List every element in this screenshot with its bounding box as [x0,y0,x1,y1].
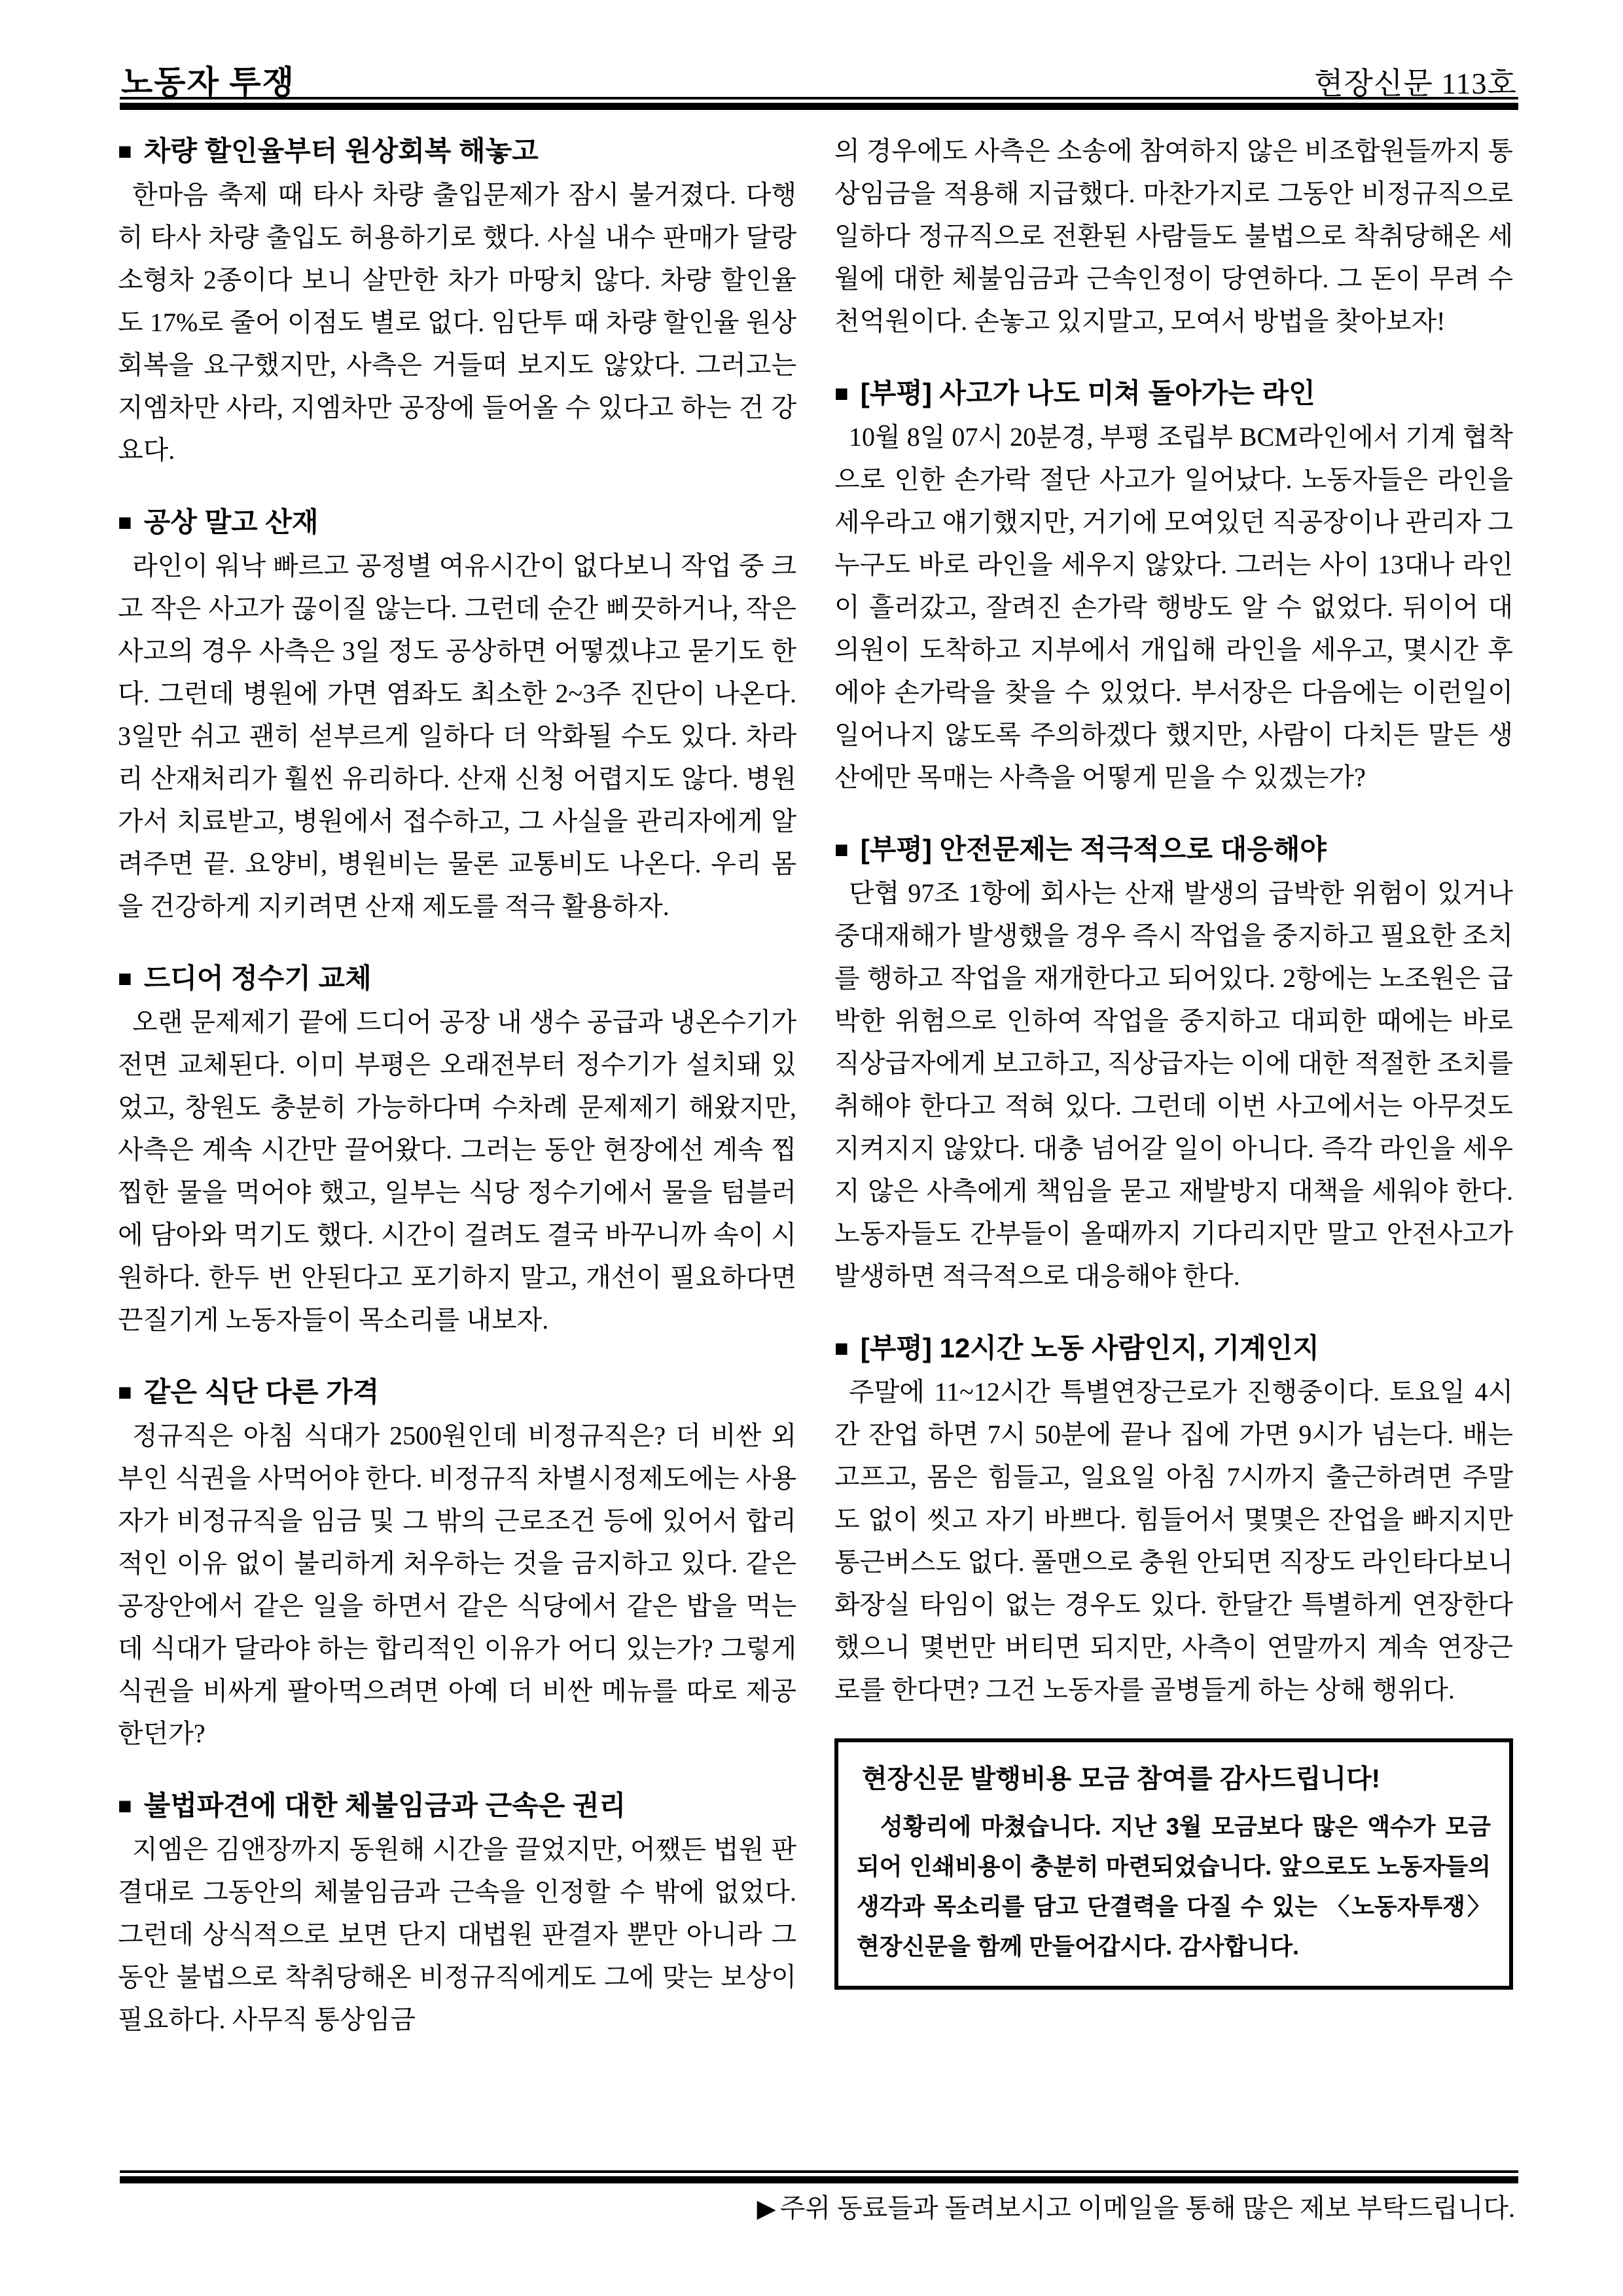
section-bullet-icon: ■ [118,965,132,992]
continued-paragraph: 의 경우에도 사측은 소송에 참여하지 않은 비조합원들까지 통상임금을 적용해 지급했다. 마찬가지로 그동안 비정규직으로 일하다 정규직으로 전환된 사람들도 불법으로 착취당해온 세월에 대한 체불임금과 근속인정이 당연하다. 그 돈이 무려 수천억원이다. 손놓고 있지말고, 모여서 방법을 찾아보자! [834,136,1513,336]
section-heading [834,828,1513,872]
header-rule [120,97,1518,110]
footer-note-label: 주위 동료들과 돌려보시고 이메일을 통해 많은 제보 부탁드립니다. [779,2193,1515,2223]
section-heading [118,1784,796,1828]
article-section [118,501,796,927]
section-body: 오랜 문제제기 끝에 드디어 공장 내 생수 공급과 냉온수기가 전면 교체된다. 이미 부평은 오래전부터 정수기가 설치돼 있었고, 창원도 충분히 가능하다며 수차례 문제제기 해왔지만, 사측은 계속 시간만 끌어왔다. 그러는 동안 현장에선 계속 찝찝한 물을 먹어야 했고, 일부는 식당 정수기에서 물을 텀블러에 담아와 먹기도 했다. 시간이 걸려도 결국 바꾸니까 속이 시원하다. 한두 번 안된다고 포기하지 말고, 개선이 필요하다면 끈질기게 노동자들이 목소리를 내보자. [118,1007,796,1335]
column-left [118,130,796,2041]
section-bullet-icon: ■ [834,1335,849,1361]
section-body: 정규직은 아침 식대가 2500원인데 비정규직은? 더 비싼 외부인 식권을 사먹어야 한다. 비정규직 차별시정제도에는 사용자가 비정규직을 임금 및 그 밖의 근로조건 등에 있어서 합리적인 이유 없이 불리하게 처우하는 것을 금지하고 있다. 같은 공장안에서 같은 일을 하면서 같은 식당에서 같은 밥을 먹는데 식대가 달라야 하는 합리적인 이유가 어디 있는가? 그렇게 식권을 비싸게 팔아먹으려면 아예 더 비싼 메뉴를 따로 제공한던가? [118,1421,796,1748]
section-bullet-icon: ■ [834,380,849,406]
section-heading-label: 불법파견에 대한 체불임금과 근속은 권리 [143,1790,626,1821]
article-section [118,130,796,471]
footer-note [757,2189,1515,2229]
article-section [834,1327,1513,1711]
masthead-title: 노동자 투쟁 [121,64,295,101]
section-heading [118,501,796,545]
section-body: 10월 8일 07시 20분경, 부평 조립부 BCM라인에서 기계 협착으로 인한 손가락 절단 사고가 일어났다. 노동자들은 라인을 세우라고 얘기했지만, 거기에 모여있던 직공장이나 관리자 그 누구도 바로 라인을 세우지 않았다. 그러는 사이 13대나 라인이 흘러갔고, 잘려진 손가락 행방도 알 수 없었다. 뒤이어 대의원이 도착하고 지부에서 개입해 라인을 세우고, 몇시간 후에야 손가락을 찾을 수 있었다. 부서장은 다음에는 이런일이 일어나지 않도록 주의하겠다 했지만, 사람이 다치든 말든 생산에만 목매는 사측을 어떻게 믿을 수 있겠는가? [834,422,1513,792]
article-section [834,828,1513,1297]
section-body: 한마음 축제 때 타사 차량 출입문제가 잠시 불거졌다. 다행히 타사 차량 출입도 허용하기로 했다. 사실 내수 판매가 달랑 소형차 2종이다 보니 살만한 차가 마땅치 않다. 차량 할인율도 17%로 줄어 이점도 별로 없다. 임단투 때 차량 할인율 원상회복을 요구했지만, 사측은 거들떠 보지도 않았다. 그러고는 지엠차만 사라, 지엠차만 공장에 들어올 수 있다고 하는 건 강요다. [118,180,796,465]
section-heading [834,1327,1513,1371]
section-body: 단협 97조 1항에 회사는 산재 발생의 급박한 위험이 있거나 중대재해가 발생했을 경우 즉시 작업을 중지하고 필요한 조치를 행하고 작업을 재개한다고 되어있다. 2항에는 노조원은 급박한 위험으로 인하여 작업을 중지하고 대피한 때에는 바로 직상급자에게 보고하고, 직상급자는 이에 대한 적절한 조치를 취해야 한다고 적혀 있다. 그런데 이번 사고에서는 아무것도 지켜지지 않았다. 대충 넘어갈 일이 아니다. 즉각 라인을 세우지 않은 사측에게 책임을 묻고 재발방지 대책을 세워야 한다. 노동자들도 간부들이 올때까지 기다리지만 말고 안전사고가 발생하면 적극적으로 대응해야 한다. [834,878,1513,1291]
issue-number: 현장신문 113호 [1314,67,1517,100]
section-heading-label: 같은 식단 다른 가격 [143,1376,380,1407]
section-heading [834,372,1513,416]
section-heading [118,957,796,1001]
section-heading-label: 드디어 정수기 교체 [143,963,372,994]
section-body: 주말에 11~12시간 특별연장근로가 진행중이다. 토요일 4시간 잔업 하면 7시 50분에 끝나 집에 가면 9시가 넘는다. 배는 고프고, 몸은 힘들고, 일요일 아침 7시까지 출근하려면 주말도 없이 씻고 자기 바쁘다. 힘들어서 몇몇은 잔업을 빠지지만 통근버스도 없다. 풀맨으로 충원 안되면 직장도 라인타다보니 화장실 타임이 없는 경우도 있다. 한달간 특별하게 연장한다 했으니 몇번만 버티면 되지만, 사측이 연말까지 계속 연장근로를 한다면? 그건 노동자를 골병들게 하는 상해 행위다. [834,1377,1513,1704]
notice-box-body: 성황리에 마쳤습니다. 지난 3월 모금보다 많은 액수가 모금되어 인쇄비용이 충분히 마련되었습니다. 앞으로도 노동자들의 생각과 목소리를 담고 단결력을 다질 수 있는 〈노동자투쟁〉 현장신문을 함께 만들어갑시다. 감사합니다. [857,1813,1491,1960]
section-heading [118,1371,796,1414]
footer-rule [120,2170,1518,2183]
notice-box-title: 현장신문 발행비용 모금 참여를 감사드립니다! [862,1765,1380,1793]
section-bullet-icon: ■ [834,836,849,863]
article-section [834,372,1513,798]
article-section [118,957,796,1341]
donation-notice-box [834,1738,1513,1990]
section-heading-label: 차량 할인율부터 원상회복 해놓고 [143,135,539,166]
article-section [118,1784,796,2041]
section-body: 라인이 워낙 빠르고 공정별 여유시간이 없다보니 작업 중 크고 작은 사고가 끊이질 않는다. 그런데 순간 삐끗하거나, 작은 사고의 경우 사측은 3일 정도 공상하면 어떻겠냐고 묻기도 한다. 그런데 병원에 가면 염좌도 최소한 2~3주 진단이 나온다. 3일만 쉬고 괜히 섣부르게 일하다 더 악화될 수도 있다. 차라리 산재처리가 훨씬 유리하다. 산재 신청 어렵지도 않다. 병원가서 치료받고, 병원에서 접수하고, 그 사실을 관리자에게 알려주면 끝. 요양비, 병원비는 물론 교통비도 나온다. 우리 몸을 건강하게 지키려면 산재 제도를 적극 활용하자. [118,551,796,921]
section-bullet-icon: ■ [118,1792,132,1819]
section-heading-label: 공상 말고 산재 [143,507,319,537]
section-heading-label: [부평] 사고가 나도 미쳐 돌아가는 라인 [860,378,1315,408]
section-heading [118,130,796,173]
section-heading-label: [부평] 안전문제는 적극적으로 대응해야 [860,834,1327,865]
article-section [118,1371,796,1755]
section-bullet-icon: ■ [118,137,132,164]
section-heading-label: [부평] 12시간 노동 사람인지, 기계인지 [860,1333,1319,1363]
section-bullet-icon: ■ [118,1378,132,1405]
article-body [118,130,1513,2041]
arrow-icon: ▶ [757,2195,776,2223]
column-right [834,130,1513,2041]
section-bullet-icon: ■ [118,509,132,535]
section-body: 지엠은 김앤장까지 동원해 시간을 끌었지만, 어쨌든 법원 판결대로 그동안의 체불임금과 근속을 인정할 수 밖에 없었다. 그런데 상식적으로 보면 단지 대법원 판결자 뿐만 아니라 그동안 불법으로 착취당해온 비정규직에게도 그에 맞는 보상이 필요하다. 사무직 통상임금 [118,1835,796,2034]
